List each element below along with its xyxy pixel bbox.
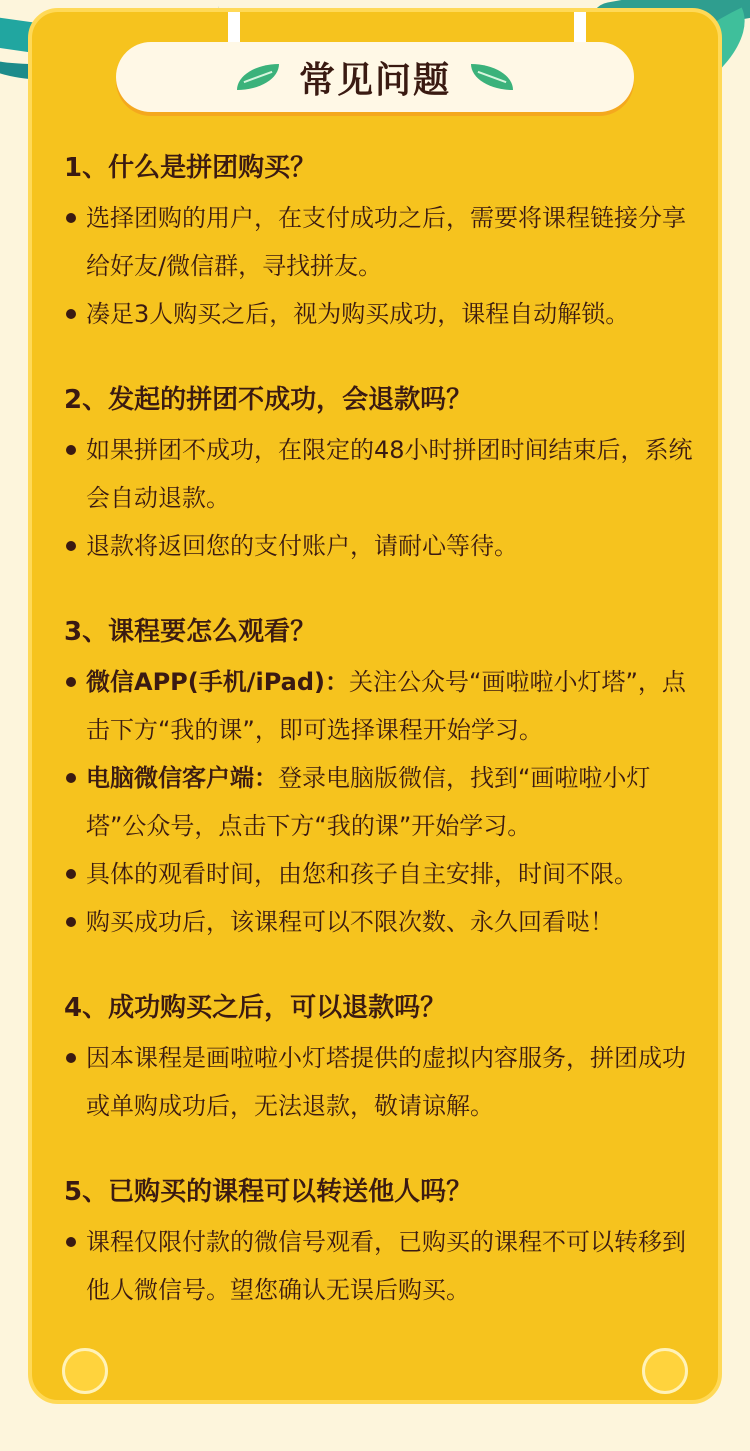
faq-section — [64, 1172, 696, 1314]
answer-lead: 微信APP(手机/iPad)： — [86, 668, 350, 696]
answer-text: 购买成功后，该课程可以不限次数、永久回看哒！ — [86, 908, 614, 936]
faq-section — [64, 988, 696, 1130]
page-title: 常见问题 — [298, 59, 451, 101]
faq-answer-item — [64, 658, 696, 754]
faq-section — [64, 612, 696, 946]
faq-list — [64, 148, 696, 1356]
faq-answer-item — [64, 898, 696, 946]
leaf-icon — [471, 64, 513, 90]
answer-text: 课程仅限付款的微信号观看，已购买的课程不可以转移到他人微信号。望您确认无误后购买。 — [86, 1228, 686, 1304]
faq-section — [64, 148, 696, 338]
answer-text: 因本课程是画啦啦小灯塔提供的虚拟内容服务，拼团成功或单购成功后，无法退款，敬请谅解。 — [86, 1044, 686, 1120]
faq-answer-item — [64, 426, 696, 522]
faq-answer-item — [64, 850, 696, 898]
faq-section — [64, 380, 696, 570]
answer-text: 选择团购的用户，在支付成功之后，需要将课程链接分享给好友/微信群，寻找拼友。 — [86, 204, 686, 280]
answer-text: 如果拼团不成功，在限定的48小时拼团时间结束后，系统会自动退款。 — [86, 436, 693, 512]
title-banner — [116, 42, 634, 112]
answer-text: 具体的观看时间，由您和孩子自主安排，时间不限。 — [86, 860, 638, 888]
faq-answer-item — [64, 1218, 696, 1314]
leaf-icon — [237, 64, 279, 90]
faq-question: 2、发起的拼团不成功，会退款吗？ — [64, 385, 473, 415]
faq-question: 1、什么是拼团购买？ — [64, 153, 317, 183]
faq-answer-item — [64, 194, 696, 290]
faq-answer-item — [64, 1034, 696, 1130]
faq-answer-item — [64, 290, 696, 338]
faq-question: 4、成功购买之后，可以退款吗？ — [64, 993, 447, 1023]
answer-text: 关注公众号“画啦啦小灯塔”，点击下方“我的课”，即可选择课程开始学习。 — [86, 668, 686, 744]
answer-text: 登录电脑版微信，找到“画啦啦小灯塔”公众号，点击下方“我的课”开始学习。 — [86, 764, 651, 840]
faq-question: 3、课程要怎么观看？ — [64, 617, 317, 647]
answer-text: 凑足3人购买之后，视为购买成功，课程自动解锁。 — [86, 300, 630, 328]
faq-answer-item — [64, 754, 696, 850]
faq-question: 5、已购买的课程可以转送他人吗？ — [64, 1177, 473, 1207]
answer-text: 退款将返回您的支付账户，请耐心等待。 — [86, 532, 518, 560]
faq-answer-item — [64, 522, 696, 570]
answer-lead: 电脑微信客户端： — [86, 764, 278, 792]
